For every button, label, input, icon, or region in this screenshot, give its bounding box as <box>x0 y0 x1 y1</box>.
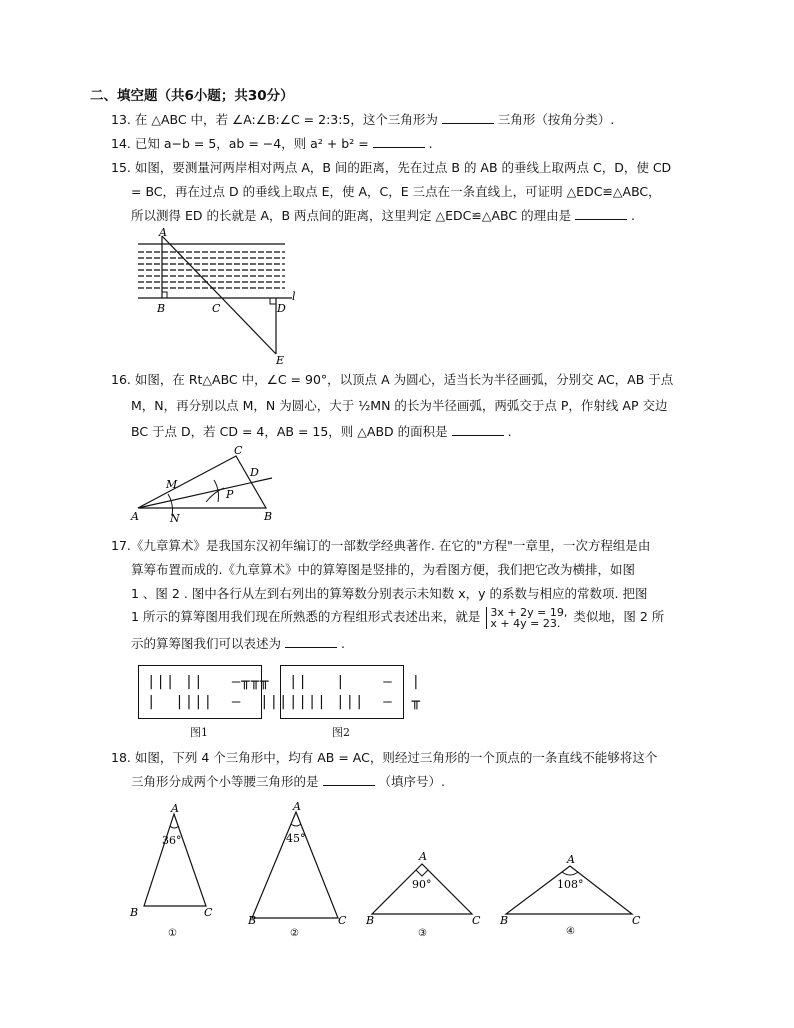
ray-ap <box>138 478 272 508</box>
question-18-line2 <box>131 774 445 790</box>
triangles-figure <box>126 792 656 940</box>
river-hatching <box>138 244 285 288</box>
triangle-3-label-c: C <box>472 914 481 927</box>
triangle-1-label-b: B <box>130 906 139 919</box>
triangle-4-number: ④ <box>566 926 575 937</box>
triangle-1-number: ① <box>168 928 177 939</box>
rod-figure-1 <box>138 665 289 719</box>
q13-text: 13. 在 △ABC 中，若 ∠A:∠B:∠C = 2:3:5，这个三角形为 <box>111 112 438 127</box>
triangle-2 <box>247 800 347 939</box>
segment-ae <box>162 236 276 354</box>
q17-line2: 算筹布置而成的.《九章算术》中的算筹图是竖排的，为看图方便，我们把它改为横排，如图 <box>131 562 635 577</box>
equation-system <box>486 607 567 629</box>
triangle-2-label-a: A <box>293 800 301 813</box>
label-m: M <box>166 478 178 491</box>
q14-tail: . <box>428 136 433 151</box>
q17-tail: . <box>340 636 345 651</box>
caption-figure-2: 图2 <box>332 726 350 739</box>
triangle-4-label-b: B <box>500 914 509 927</box>
q17-line4a: 1 所示的算筹图用我们现在所熟悉的方程组形式表述出来，就是 <box>131 609 481 624</box>
triangle-1 <box>129 802 213 939</box>
rod-figure-1-row-2: | |||| — ||| <box>147 694 289 710</box>
q13-answer-blank[interactable] <box>442 112 494 124</box>
q18-tail: （填序号）. <box>378 774 445 789</box>
q16-tail: . <box>507 424 512 439</box>
section-title: 二、填空题（共6小题；共30分） <box>90 88 294 104</box>
triangle-4-label-a: A <box>567 853 575 866</box>
triangle-2-label-c: C <box>338 914 347 927</box>
rod-figure-2 <box>280 665 422 719</box>
triangle-3-label-a: A <box>419 850 427 863</box>
right-angle-b <box>162 292 167 298</box>
triangle-2-angle-arc <box>291 824 301 826</box>
q16-line2: M，N，再分别以点 M，N 为圆心，大于 ½MN 的长为半径画弧，两弧交于点 P，作射线 AP 交边 <box>131 398 668 413</box>
triangle-3 <box>365 850 481 939</box>
triangle-4 <box>499 853 641 937</box>
q17-line5: 示的算筹图我们可以表述为 <box>131 636 282 651</box>
triangle-2-number: ② <box>290 928 299 939</box>
q17-line1: 17.《九章算术》是我国东汉初年编订的一部数学经典著作. 在它的"方程"一章里，一次方程组是由 <box>111 538 651 553</box>
arc-n <box>206 488 224 502</box>
question-15-line3 <box>131 208 635 224</box>
triangle-1-label-a: A <box>171 802 179 815</box>
label-c: C <box>234 444 243 457</box>
angle-bisector-figure <box>126 442 286 526</box>
equation-2: x + 4y = 23. <box>490 616 561 630</box>
q15-line3: 所以测得 ED 的长就是 A，B 两点间的距离，这里判定 △EDC≌△ABC 的理由是 <box>131 208 572 223</box>
label-l: l <box>292 290 296 303</box>
label-b: B <box>264 510 273 523</box>
question-14 <box>111 136 433 152</box>
q18-line2: 三角形分成两个小等腰三角形的是 <box>131 774 319 789</box>
river-figure <box>130 226 310 366</box>
rod-figure-2-row-2: |||| ||| — ╥ <box>289 694 422 710</box>
question-16-line3 <box>131 424 512 440</box>
triangle-abc <box>138 456 266 508</box>
triangle-2-shape <box>252 812 338 918</box>
label-c: C <box>212 302 221 315</box>
label-a: A <box>159 226 167 239</box>
q17-answer-blank[interactable] <box>285 636 337 648</box>
q17-line3: 1 、图 2 . 图中各行从左到右列出的算筹数分别表示未知数 x，y 的系数与相应的常数项. 把图 <box>131 586 648 601</box>
q16-line3: BC 于点 D，若 CD = 4，AB = 15，则 △ABD 的面积是 <box>131 424 448 439</box>
label-b: B <box>157 302 166 315</box>
rod-figure-2-row-1: || | — | <box>289 674 422 690</box>
label-e: E <box>276 354 285 366</box>
triangle-4-angle-arc <box>562 872 578 875</box>
triangle-3-right-angle <box>416 870 428 876</box>
q18-answer-blank[interactable] <box>323 774 375 786</box>
label-n: N <box>170 512 180 525</box>
question-17-line4 <box>131 606 664 629</box>
triangle-2-label-b: B <box>248 914 257 927</box>
right-angle-d <box>270 298 276 304</box>
triangle-4-angle: 108° <box>557 878 584 891</box>
q15-tail: . <box>631 208 636 223</box>
q13-tail: 三角形（按角分类）. <box>497 112 615 127</box>
q16-line1: 16. 如图，在 Rt△ABC 中，∠C = 90°，以顶点 A 为圆心，适当长为半径画弧，分别交 AC，AB 于点 <box>111 372 674 387</box>
triangle-1-angle: 36° <box>162 834 182 847</box>
triangle-2-angle: 45° <box>286 832 306 845</box>
q18-line1: 18. 如图，下列 4 个三角形中，均有 AB = AC，则经过三角形的一个顶点的一条直线不能够将这个 <box>111 750 658 765</box>
label-a: A <box>131 510 139 523</box>
q14-answer-blank[interactable] <box>373 136 425 148</box>
question-13 <box>111 112 614 128</box>
q14-text: 14. 已知 a−b = 5，ab = −4，则 a² + b² = <box>111 136 369 151</box>
label-d: D <box>250 466 259 479</box>
q15-line1: 15. 如图，要测量河两岸相对两点 A，B 间的距离，先在过点 B 的 AB 的垂线上取两点 C，D，使 CD <box>111 160 672 175</box>
label-p: P <box>226 488 234 501</box>
triangle-4-label-c: C <box>632 914 641 927</box>
triangle-1-label-c: C <box>204 906 213 919</box>
triangle-3-label-b: B <box>366 914 375 927</box>
caption-figure-1: 图1 <box>190 726 208 739</box>
q15-answer-blank[interactable] <box>575 208 627 220</box>
question-17-line5 <box>131 636 345 652</box>
equation-1: 3x + 2y = 19, <box>490 605 568 619</box>
label-d: D <box>277 302 286 315</box>
q16-answer-blank[interactable] <box>452 424 504 436</box>
rod-figure-1-row-1: ||| || —╥╥╥ <box>147 674 270 690</box>
triangle-3-angle: 90° <box>412 878 432 891</box>
triangle-3-number: ③ <box>418 928 427 939</box>
q17-line4b: 类似地，图 2 所 <box>573 609 665 624</box>
q15-line2: = BC，再在过点 D 的垂线上取点 E，使 A，C，E 三点在一条直线上，可证明 △EDC≌△ABC， <box>131 184 661 199</box>
